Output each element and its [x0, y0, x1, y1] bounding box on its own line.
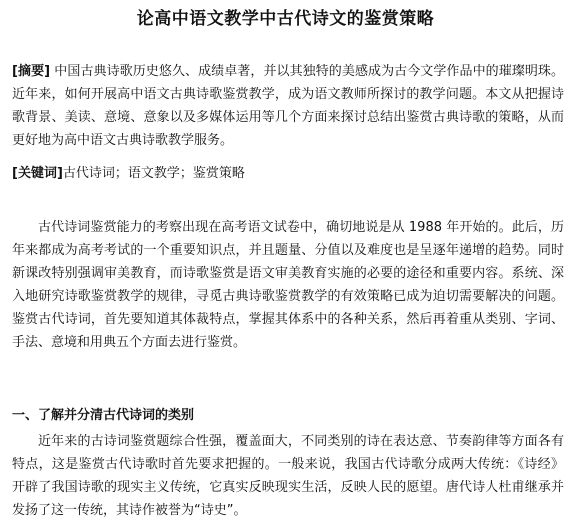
document-title: 论高中语文教学中古代诗文的鉴赏策略	[136, 9, 435, 29]
keywords-text: 古代诗词；语文教学；鉴赏策略	[62, 166, 245, 181]
intro-paragraph: 古代诗词鉴赏能力的考察出现在高考语文试卷中，确切地说是从 1988 年开始的。此后，历年来都成为高考考试的一个重要知识点，并且题量、分值以及难度也是呈逐年递增的趋势。同时新课改特别强调审美教育，而诗歌鉴赏是语文审美教育实施的必要的途径和重要内容。系统、深入地研究诗歌鉴赏教学的规律，寻觅古典诗歌鉴赏教学的有效策略已成为迫切需要解决的问题。鉴赏古代诗词，首先要知道其体裁特点，掌握其体系中的各种关系，然后再着重从类别、字词、手法、意境和用典五个方面去进行鉴赏。	[12, 220, 564, 350]
keywords-paragraph	[12, 162, 564, 185]
abstract-label: [摘要]	[12, 64, 51, 79]
abstract-paragraph	[12, 60, 564, 152]
section-paragraph: 近年来的古诗词鉴赏题综合性强，覆盖面大，不同类别的诗在表达意、节奏韵律等方面各有特点，这是鉴赏古代诗歌时首先要求把握的。一般来说，我国古代诗歌分成两大传统：《诗经》开辟了我国诗歌的现实主义传统，它真实反映现实生活，反映人民的愿望。唐代诗人杜甫继承并发扬了这一传统，其诗作被誉为“诗史”。	[12, 434, 564, 517]
keywords-label: [关键词]	[12, 166, 63, 181]
section-heading: 一、了解并分清古代诗词的类别	[12, 408, 195, 423]
abstract-text: 中国古典诗歌历史悠久、成绩卓著，并以其独特的美感成为古今文学作品中的璀璨明珠。近年来，如何开展高中语文古典诗歌鉴赏教学，成为语文教师所探讨的教学问题。本文从把握诗歌背景、美读、意境、意象以及多媒体运用等几个方面来探讨总结出鉴赏古典诗歌的策略，从而更好地为高中语文古典诗歌教学服务。	[12, 64, 564, 148]
